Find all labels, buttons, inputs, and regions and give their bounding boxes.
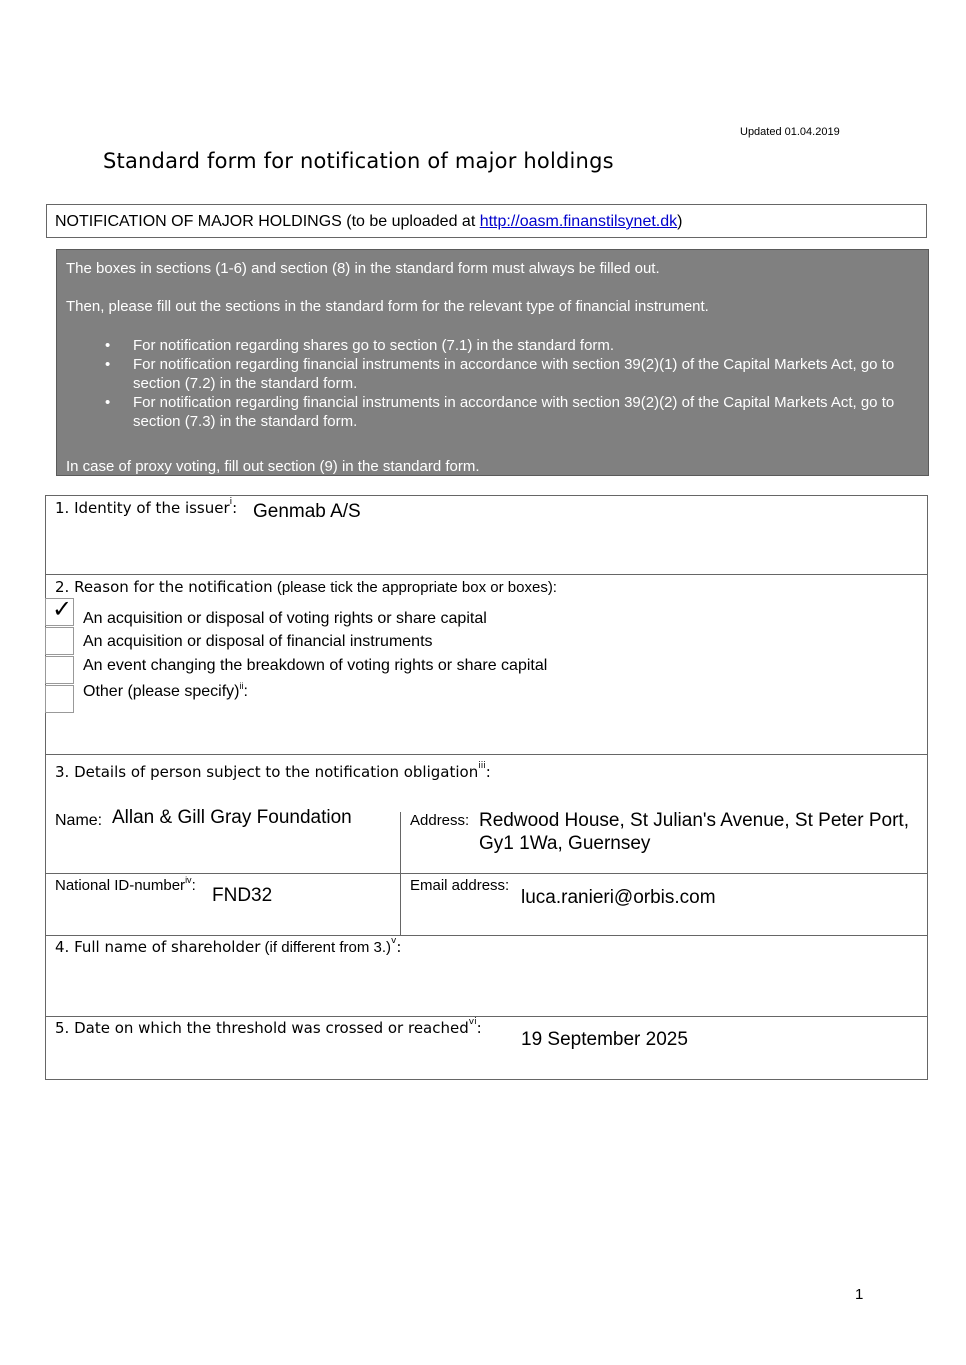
option-voting-rights: An acquisition or disposal of voting rights or share capital [83,610,487,627]
section1-label-text: 1. Identity of the issuer [55,499,230,517]
national-id-label-text: National ID-number [55,877,186,894]
instruction-line-3: In case of proxy voting, fill out section (9) in the standard form. [66,458,480,475]
section2-label-text: 2. Reason for the notification [55,578,273,596]
instructions-box [56,249,929,476]
instruction-bullet: • For notification regarding shares go to section (7.1) in the standard form. [133,336,913,355]
footnote-ref: iii [478,761,486,771]
instruction-bullet: • For notification regarding financial instruments in accordance with section 39(2)(1) of the Capital Markets Act, go to section (7.2) in the standard form. [133,355,913,393]
option-financial-instruments: An acquisition or disposal of financial instruments [83,633,433,650]
section3-label-text: 3. Details of person subject to the notification obligation [55,763,479,781]
email-value[interactable]: luca.ranieri@orbis.com [521,887,716,908]
footnote-ref: vi [468,1017,477,1027]
check-icon: ✓ [52,595,73,623]
section4-label-text: 4. Full name of shareholder [55,938,261,956]
instruction-bullet: • For notification regarding financial instruments in accordance with section 39(2)(2) of the Capital Markets Act, go to section (7.3) in the standard form. [133,393,913,431]
footnote-ref: v [391,936,397,946]
divider [46,1016,927,1017]
divider [46,754,927,755]
address-line-1[interactable]: Redwood House, St Julian's Avenue, St Peter Port, [479,810,909,831]
section1-label [55,499,237,517]
divider [46,935,927,936]
instruction-line-2: Then, please fill out the sections in the standard form for the relevant type of financial instrument. [66,298,709,315]
issuer-value[interactable]: Genmab A/S [253,501,361,522]
name-value[interactable]: Allan & Gill Gray Foundation [112,807,352,828]
national-id-label [55,877,196,894]
option-other-colon: : [243,683,248,700]
footnote-ref: i [229,497,233,507]
divider [46,574,927,575]
option-other-text: Other (please specify) [83,683,240,700]
option-breakdown-event: An event changing the breakdown of voting rights or share capital [83,657,548,674]
section1-colon: : [232,499,238,517]
name-label: Name: [55,812,103,829]
instruction-line-1: The boxes in sections (1-6) and section (8) in the standard form must always be filled out. [66,260,660,277]
updated-date: Updated 01.04.2019 [740,126,840,138]
notification-text-before: NOTIFICATION OF MAJOR HOLDINGS (to be uploaded at [55,213,480,230]
section4-label [55,938,401,956]
checkbox-voting-rights[interactable] [45,595,74,626]
notification-text [55,213,682,231]
national-id-colon: : [191,877,196,894]
national-id-value[interactable]: FND32 [212,885,273,906]
section2-label-note: (please tick the appropriate box or boxes): [272,579,557,596]
section5-colon: : [476,1019,482,1037]
checkbox-breakdown-event[interactable] [45,656,74,684]
footnote-ref: ii [239,681,244,691]
section3-colon: : [485,763,491,781]
option-other [83,683,248,701]
section2-label [55,578,557,596]
threshold-date-value[interactable]: 19 September 2025 [521,1029,688,1050]
address-line-2[interactable]: Gy1 1Wa, Guernsey [479,833,651,854]
section3-label [55,763,491,781]
instruction-bullets [66,336,913,431]
holdings-form [45,495,928,1080]
page-number: 1 [855,1286,864,1303]
email-label: Email address: [410,877,510,894]
divider [46,873,927,874]
section4-colon: : [396,938,402,956]
section5-label [55,1019,482,1037]
checkbox-financial-instruments[interactable] [45,627,74,655]
finanstilsynet-link[interactable]: http://oasm.finanstilsynet.dk [479,213,678,230]
notification-bar [46,204,927,238]
page-title: Standard form for notification of major holdings [103,149,614,173]
section4-label-note: (if different from 3.) [260,939,391,956]
notification-text-after: ) [677,213,683,230]
checkbox-other[interactable] [45,685,74,713]
address-label: Address: [410,812,470,829]
footnote-ref: iv [185,875,192,885]
section5-label-text: 5. Date on which the threshold was crossed or reached [55,1019,469,1037]
